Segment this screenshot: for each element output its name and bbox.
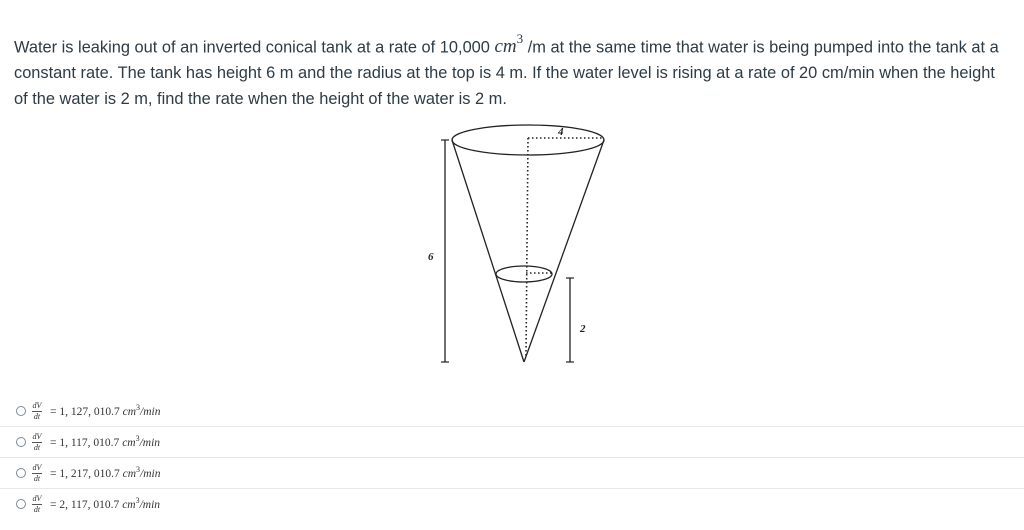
option-value: = 1, 117, 010.7 $cm^3/\min$ (50, 434, 161, 449)
question-text (14, 28, 1009, 112)
answer-option-3[interactable] (0, 457, 1024, 488)
height-label: 6 (428, 251, 434, 263)
cone-left-side (452, 140, 524, 362)
cone-axis (526, 138, 528, 356)
radius-label: 4 (558, 126, 564, 138)
option-value: = 1, 217, 010.7 $cm^3/\min$ (50, 465, 161, 480)
unit-exponent: 3 (516, 31, 524, 46)
question-part1: Water is leaking out of an inverted conical tank at a rate of 10,000 (14, 38, 490, 57)
radio-button-4[interactable] (16, 499, 26, 509)
question-part2: /m at the same time that water is being pumped into the tank at a constant rate. The tank has height 6 m and the radius at the top is 4 m. If the water level is rising at a rate of 20 cm/min when the height of the water is 2 m, find the rate when the height of the water is 2 m. (14, 38, 999, 109)
cone-diagram (425, 118, 615, 373)
answer-option-4[interactable] (0, 488, 1024, 519)
option-value: = 1, 127, 010.7 $cm^3/\min$ (50, 403, 161, 418)
cone-right-side (524, 140, 604, 362)
derivative-fraction: $\frac{dV}{dt}$ (32, 432, 42, 452)
derivative-fraction: $\frac{dV}{dt}$ (32, 463, 42, 483)
radio-button-1[interactable] (16, 406, 26, 416)
option-value: = 2, 117, 010.7 $cm^3/\min$ (50, 496, 161, 511)
answer-option-1[interactable] (0, 396, 1024, 426)
unit-cm: $cm^3$ (494, 31, 524, 58)
answer-option-2[interactable] (0, 426, 1024, 457)
derivative-fraction: $\frac{dV}{dt}$ (32, 494, 42, 514)
water-height-label: 2 (580, 323, 586, 335)
water-level-ellipse (496, 266, 552, 282)
radio-button-3[interactable] (16, 468, 26, 478)
derivative-fraction: $\frac{dV}{dt}$ (32, 401, 42, 421)
radio-button-2[interactable] (16, 437, 26, 447)
answer-options (0, 396, 1024, 519)
